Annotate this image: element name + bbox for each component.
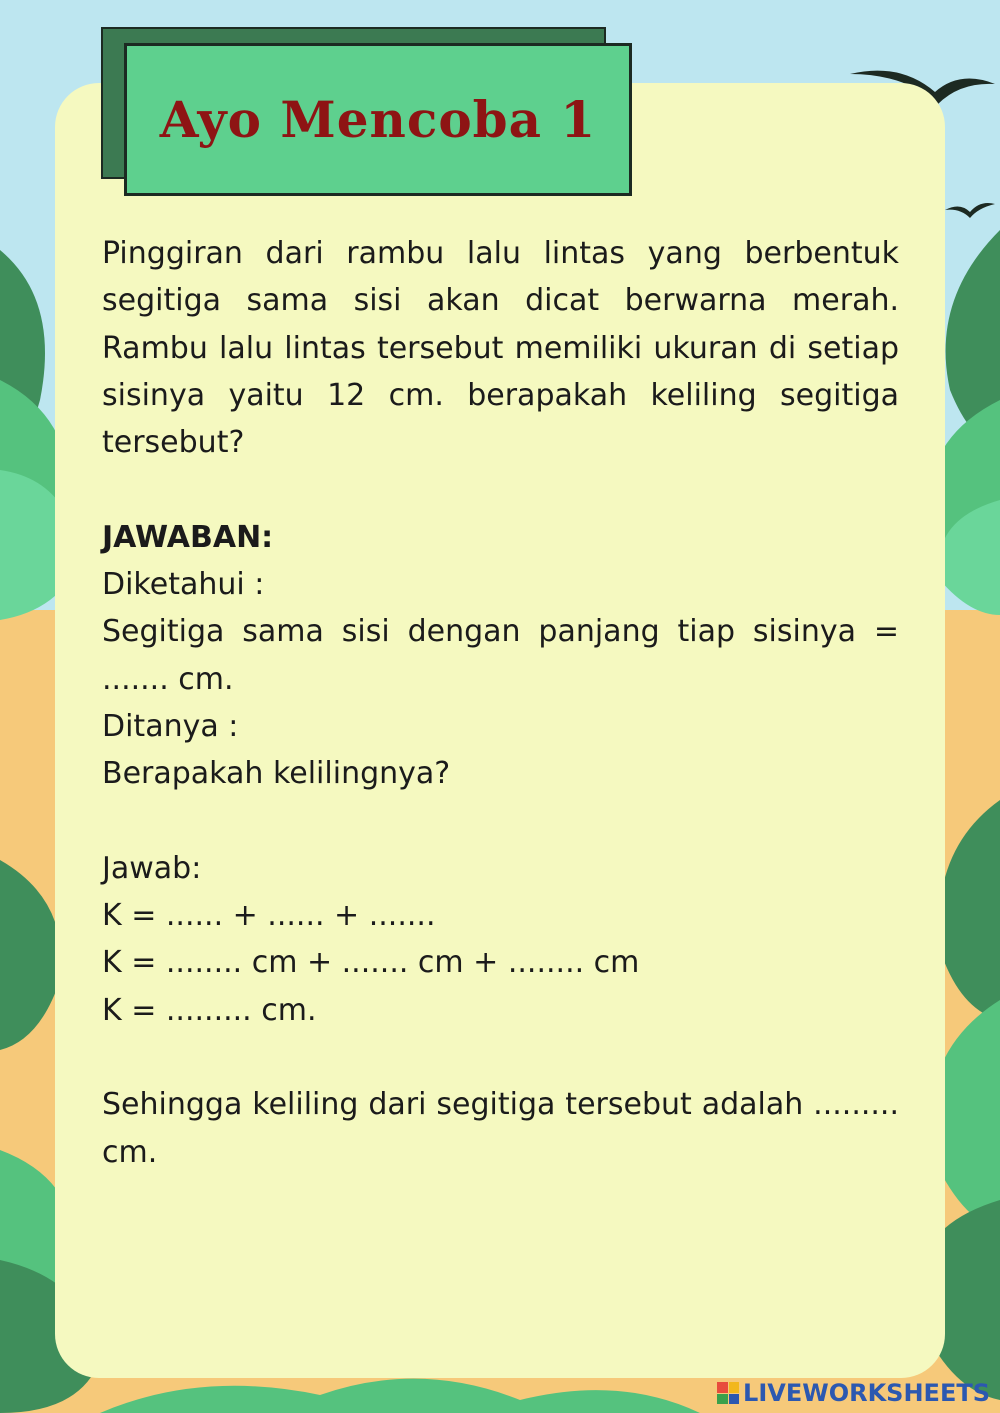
asked-label: Ditanya : [102,708,239,744]
page-title: Ayo Mencoba 1 [159,90,597,149]
formula-step-2: K = ........ cm + ....... cm + ........ cm [102,945,640,981]
formula-step-3: K = ......... cm. [102,992,317,1028]
answer-heading: JAWABAN: [102,519,274,555]
brand-text: LIVEWORKSHEETS [743,1379,990,1407]
formula-step-1: K = ...... + ...... + ....... [102,898,436,934]
title-box [124,43,632,196]
liveworksheets-logo-icon [717,1382,739,1404]
conclusion-text: Sehingga keliling dari segitiga tersebut adalah ......... cm. [102,1087,899,1170]
asked-text: Berapakah kelilingnya? [102,756,451,792]
known-label: Diketahui : [102,567,265,603]
worksheet-content [102,230,899,1176]
answer-label: Jawab: [102,850,202,886]
known-text: Segitiga sama sisi dengan panjang tiap sisinya = ....... cm. [102,614,899,697]
question-text: Pinggiran dari rambu lalu lintas yang berbentuk segitiga sama sisi akan dicat berwarna merah. Rambu lalu lintas tersebut memiliki ukuran di setiap sisinya yaitu 12 cm. berapakah keliling segitiga tersebut? [102,236,899,461]
footer-brand [717,1379,990,1407]
